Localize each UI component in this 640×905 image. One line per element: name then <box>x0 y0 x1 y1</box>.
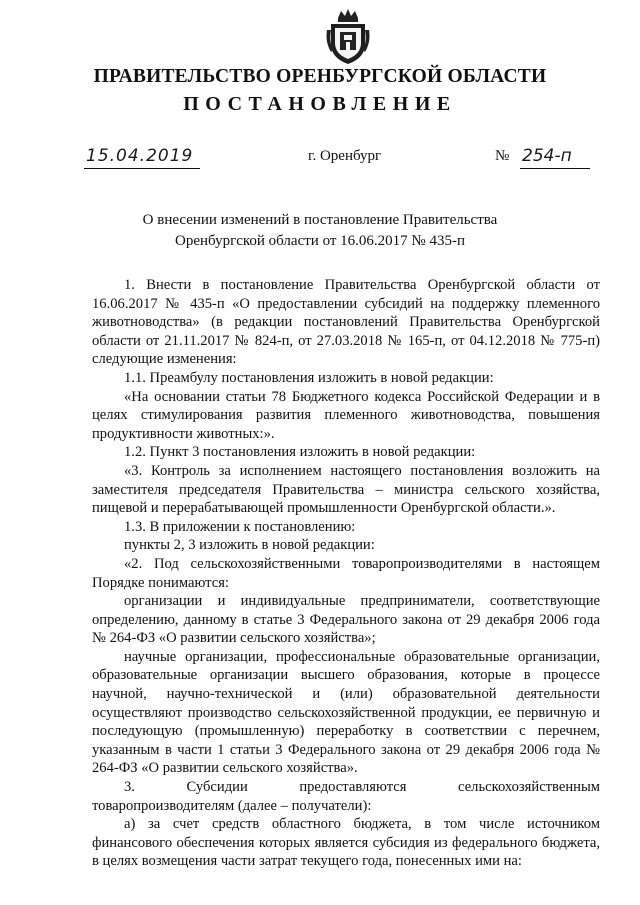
paragraph-point-3: 3. Субсидии предоставляются сельскохозяйственным товаропроизводителям (далее – получатели): <box>92 779 600 814</box>
paragraph-subpoint-a: а) за счет средств областного бюджета, в том числе источником финансового обеспечения которых является субсидия из федерального бюджета, в целях возмещения части затрат текущего года, понесенных ими на: <box>92 816 600 870</box>
subject-heading <box>0 210 640 252</box>
paragraph-point-3-text: «3. Контроль за исполнением настоящего постановления возложить на заместителя председателя Правительства – министра сельского хозяйства, пищевой и перерабатывающей промышленности Оренбургской области.». <box>92 462 600 517</box>
decree-number: 254-п <box>522 146 572 166</box>
decree-body <box>92 276 600 871</box>
paragraph-1: 1. Внести в постановление Правительства Оренбургской области от 16.06.2017 № 435-п «О предоставлении субсидий на поддержку племенного животноводства» (в редакции постановлений Правительства Оренбургской области от 21.11.2017 № 824-п, от 27.03.2018 № 165-п, от 04.12.2018 № 775-п) следующие изменения: <box>92 277 600 368</box>
number-underline <box>520 168 590 169</box>
paragraph-1-1: 1.1. Преамбулу постановления изложить в новой редакции: <box>124 369 494 386</box>
date-number-row <box>0 144 640 172</box>
subject-line-1: О внесении изменений в постановление Правительства <box>142 212 498 228</box>
subject-line-2: Оренбургской области от 16.06.2017 № 435-п <box>174 233 466 249</box>
decree-date: 15.04.2019 <box>86 146 194 166</box>
number-label: № <box>495 148 510 164</box>
coat-of-arms-icon <box>325 8 371 66</box>
paragraph-scientific-organizations: научные организации, профессиональные образовательные организации, образовательные организации высшего образования, которые в процессе научной, научно-технической и (или) образовательной деятельности осуществляют производство сельскохозяйственной продукции, ее первичную и последующую (промышленную) переработку в соответствии с перечнем, указанным в части 1 статьи 3 Федерального закона от 29 декабря 2006 года № 264-ФЗ «О развитии сельского хозяйства». <box>92 648 600 777</box>
document-type: ПОСТАНОВЛЕНИЕ <box>183 93 457 115</box>
paragraph-preamble-text: «На основании статьи 78 Бюджетного кодекса Российской Федерации и в целях стимулирования развития племенного животноводства, повышения продуктивности животных:». <box>92 388 600 442</box>
paragraph-1-2: 1.2. Пункт 3 постановления изложить в новой редакции: <box>124 444 476 461</box>
paragraph-points-2-3: пункты 2, 3 изложить в новой редакции: <box>124 537 375 554</box>
city: г. Оренбург <box>308 148 382 164</box>
paragraph-organizations: организации и индивидуальные предприниматели, соответствующие определению, данному в статье 3 Федерального закона от 29 декабря 2006 года № 264-ФЗ «О развитии сельского хозяйства»; <box>92 593 600 647</box>
date-underline <box>84 168 200 169</box>
government-title: ПРАВИТЕЛЬСТВО ОРЕНБУРГСКОЙ ОБЛАСТИ <box>93 66 547 87</box>
paragraph-point-2: «2. Под сельскохозяйственными товаропроизводителями в настоящем Порядке понимаются: <box>92 555 600 591</box>
paragraph-1-3: 1.3. В приложении к постановлению: <box>124 518 356 535</box>
